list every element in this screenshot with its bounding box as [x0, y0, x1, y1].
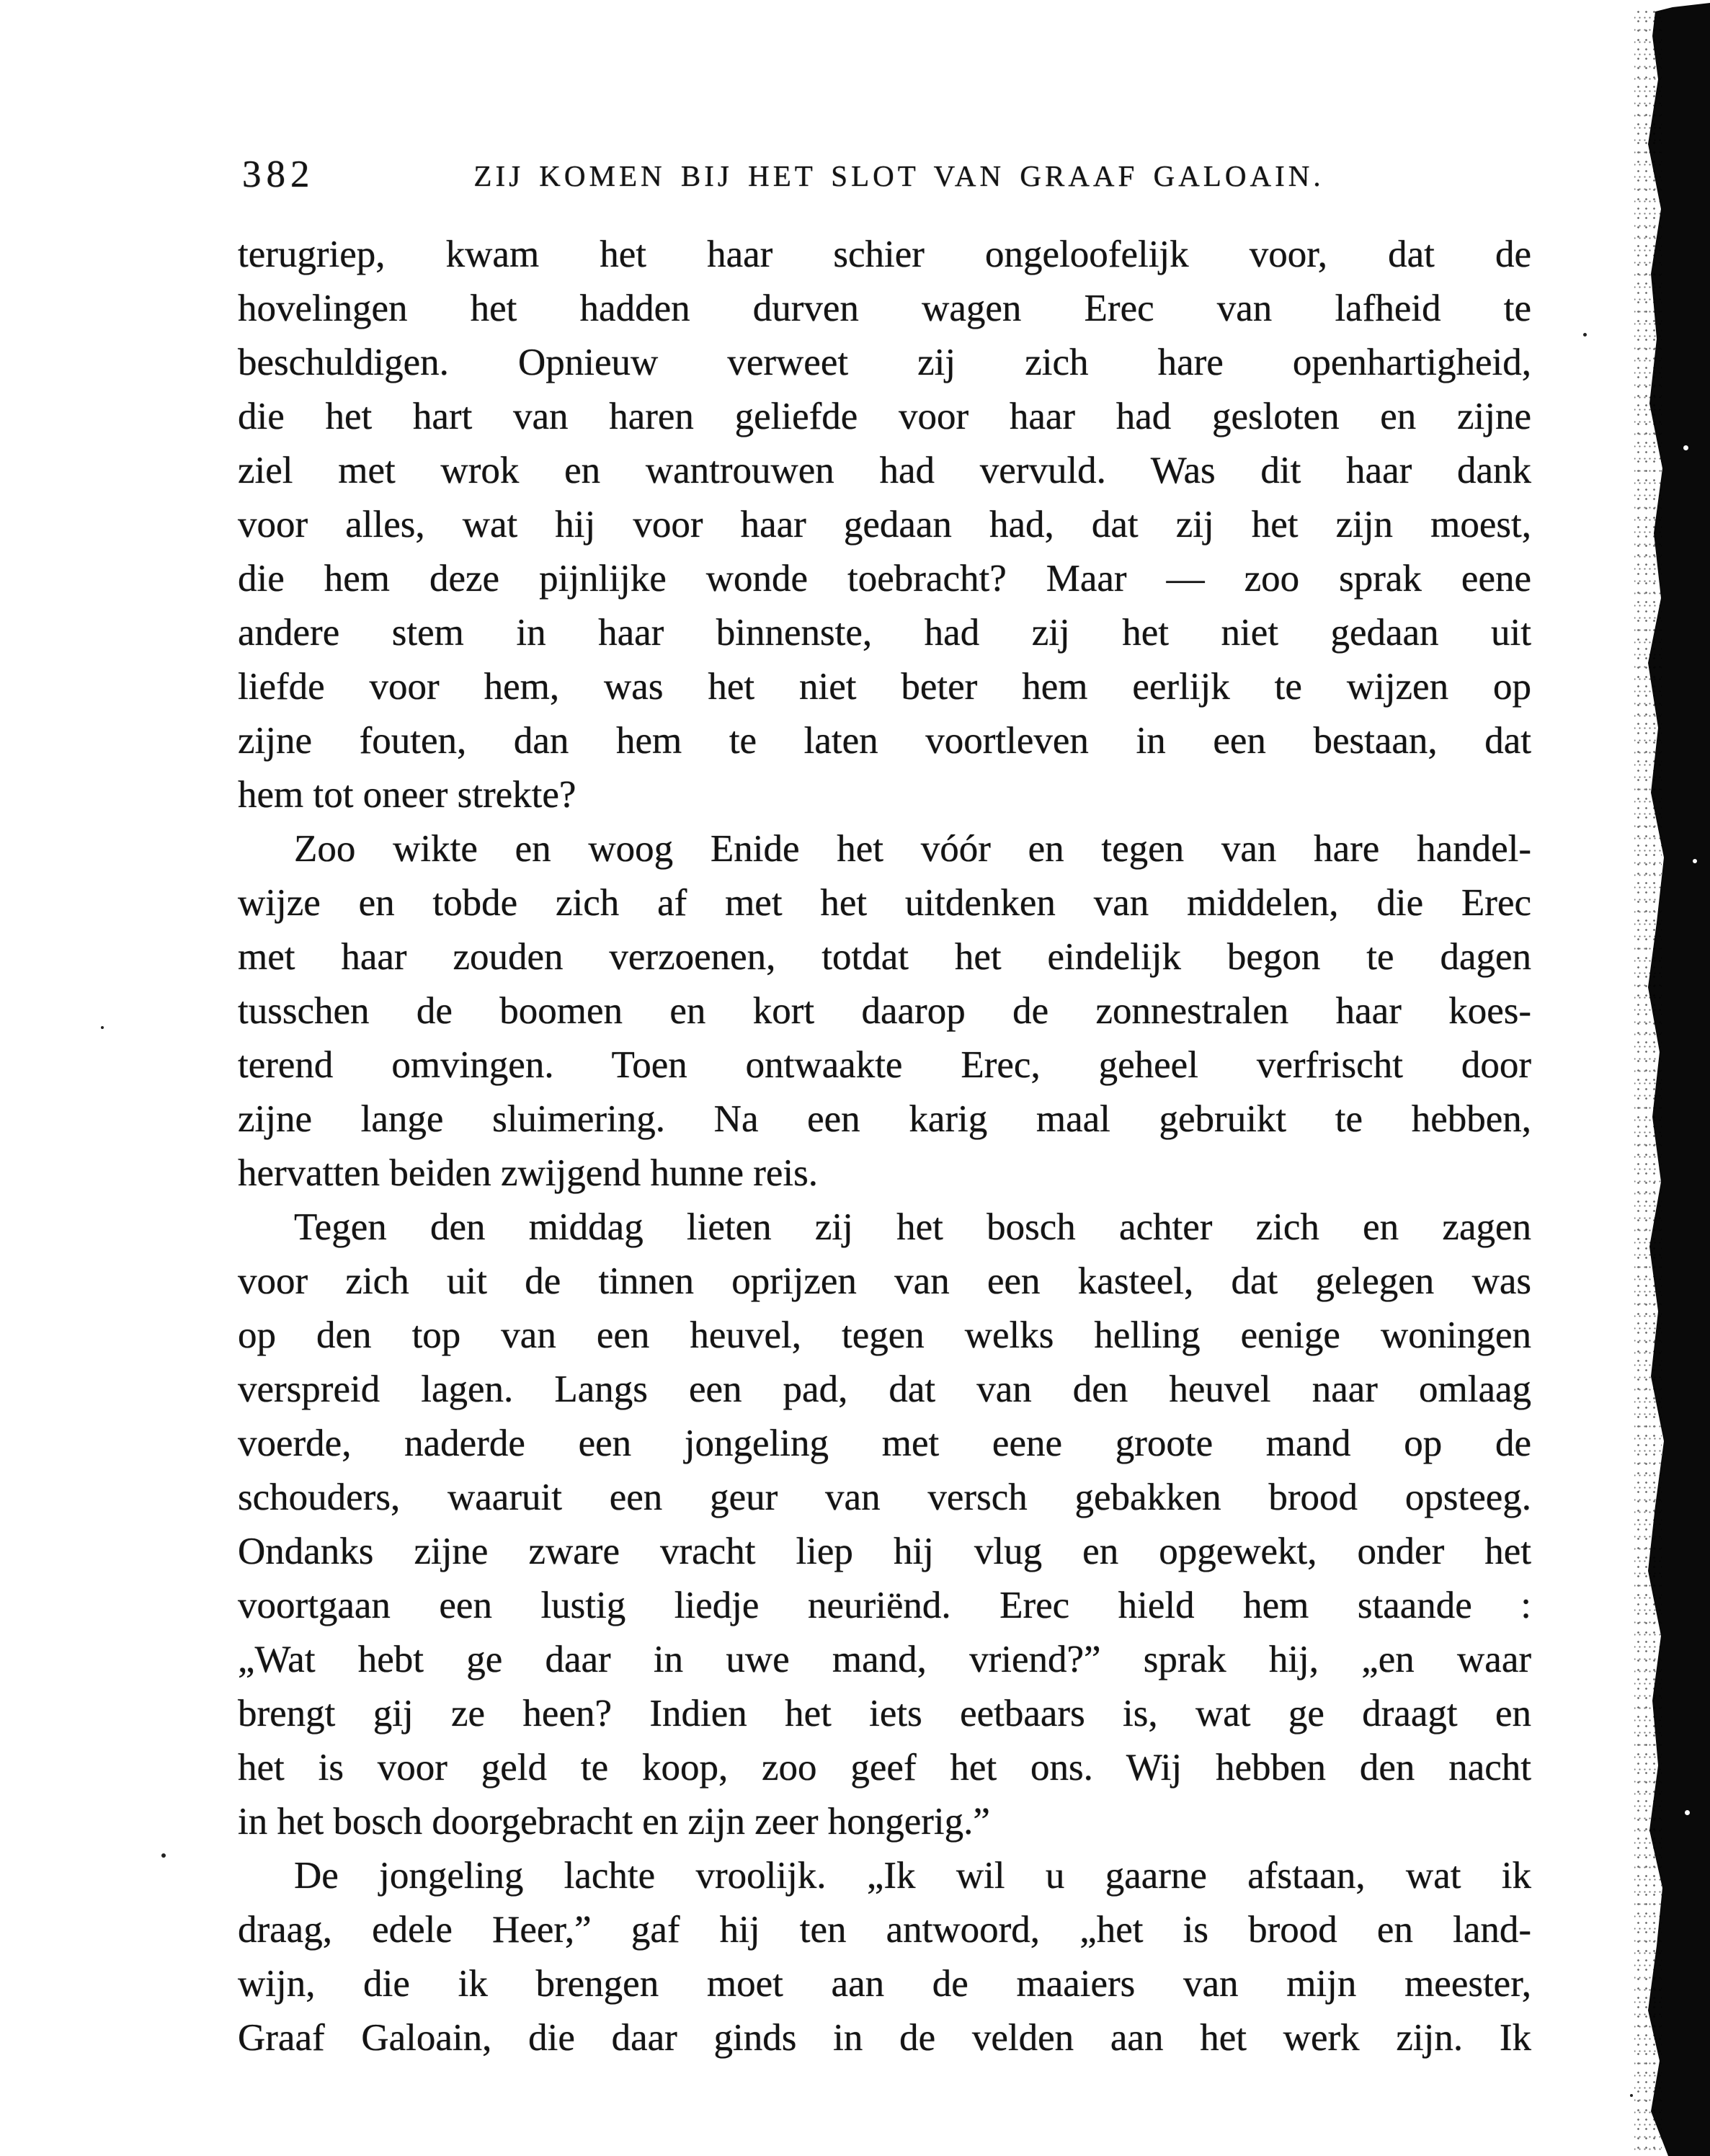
text-block	[238, 228, 1531, 2065]
text-line: zijne lange sluimering. Na een karig maal gebruikt te hebben,	[238, 1098, 1531, 1140]
text-line: verspreid lagen. Langs een pad, dat van den heuvel naar omlaag	[238, 1368, 1531, 1410]
text-line: terugriep, kwam het haar schier ongeloofelijk voor, dat de	[238, 233, 1531, 275]
scan-gutter-band	[1644, 0, 1710, 2156]
text-line: in het bosch doorgebracht en zijn zeer hongerig.”	[238, 1801, 990, 1843]
text-line: beschuldigen. Opnieuw verweet zij zich hare openhartigheid,	[238, 342, 1531, 383]
text-line: wijze en tobde zich af met het uitdenken van middelen, die Erec	[238, 882, 1531, 924]
scan-speck	[101, 1026, 104, 1029]
text-line: die het hart van haren geliefde voor haar had gesloten en zijne	[238, 396, 1531, 437]
text-line: Ondanks zijne zware vracht liep hij vlug en opgewekt, onder het	[238, 1531, 1531, 1572]
text-line: „Wat hebt ge daar in uwe mand, vriend?” sprak hij, „en waar	[238, 1639, 1531, 1680]
page-header	[238, 148, 1531, 199]
scan-speck-white	[1683, 445, 1688, 450]
text-line: voor zich uit de tinnen oprijzen van een kasteel, dat gelegen was	[238, 1260, 1531, 1302]
scan-speck	[1583, 333, 1587, 337]
text-line: Zoo wikte en woog Enide het vóór en tegen van hare handel-	[294, 828, 1531, 870]
text-line: brengt gij ze heen? Indien het iets eetbaars is, wat ge draagt en	[238, 1693, 1531, 1734]
running-title: ZIJ KOMEN BIJ HET SLOT VAN GRAAF GALOAIN.	[473, 159, 1324, 192]
text-line: liefde voor hem, was het niet beter hem eerlijk te wijzen op	[238, 666, 1531, 708]
text-line: tusschen de boomen en kort daarop de zonnestralen haar koes-	[238, 990, 1531, 1032]
scan-speck	[161, 1853, 166, 1858]
text-line: voor alles, wat hij voor haar gedaan had, dat zij het zijn moest,	[238, 504, 1531, 545]
text-line: voortgaan een lustig liedje neuriënd. Erec hield hem staande :	[238, 1585, 1531, 1626]
text-line: voerde, naderde een jongeling met eene groote mand op de	[238, 1422, 1531, 1464]
text-line: draag, edele Heer,” gaf hij ten antwoord, „het is brood en land-	[238, 1909, 1531, 1951]
scan-speck-white	[1685, 1810, 1690, 1815]
text-line: andere stem in haar binnenste, had zij het niet gedaan uit	[238, 612, 1531, 654]
text-line: op den top van een heuvel, tegen welks helling eenige woningen	[238, 1314, 1531, 1356]
text-line: Graaf Galoain, die daar ginds in de velden aan het werk zijn. Ik	[238, 2017, 1531, 2059]
text-line: hem tot oneer strekte?	[238, 774, 576, 816]
text-line: hervatten beiden zwijgend hunne reis.	[238, 1152, 819, 1194]
text-line: De jongeling lachte vroolijk. „Ik wil u gaarne afstaan, wat ik	[294, 1855, 1531, 1897]
paragraph	[238, 228, 1531, 822]
paragraph	[238, 1200, 1531, 1849]
scan-speck	[1630, 2094, 1633, 2097]
text-line: zijne fouten, dan hem te laten voortleven in een bestaan, dat	[238, 720, 1531, 762]
text-line: terend omvingen. Toen ontwaakte Erec, geheel verfrischt door	[238, 1044, 1531, 1086]
text-line: wijn, die ik brengen moet aan de maaiers van mijn meester,	[238, 1963, 1531, 2005]
text-line: Tegen den middag lieten zij het bosch achter zich en zagen	[294, 1206, 1531, 1248]
scan-speck-white	[1693, 859, 1697, 863]
page-number: 382	[242, 153, 315, 195]
text-line: hovelingen het hadden durven wagen Erec van lafheid te	[238, 288, 1531, 329]
text-line: het is voor geld te koop, zoo geef het ons. Wij hebben den nacht	[238, 1747, 1531, 1788]
paragraph	[238, 822, 1531, 1200]
text-line: met haar zouden verzoenen, totdat het eindelijk begon te dagen	[238, 936, 1531, 978]
paragraph	[238, 1849, 1531, 2065]
text-line: schouders, waaruit een geur van versch gebakken brood opsteeg.	[238, 1476, 1531, 1518]
text-line: die hem deze pijnlijke wonde toebracht? Maar — zoo sprak eene	[238, 558, 1531, 600]
text-line: ziel met wrok en wantrouwen had vervuld. Was dit haar dank	[238, 450, 1531, 491]
